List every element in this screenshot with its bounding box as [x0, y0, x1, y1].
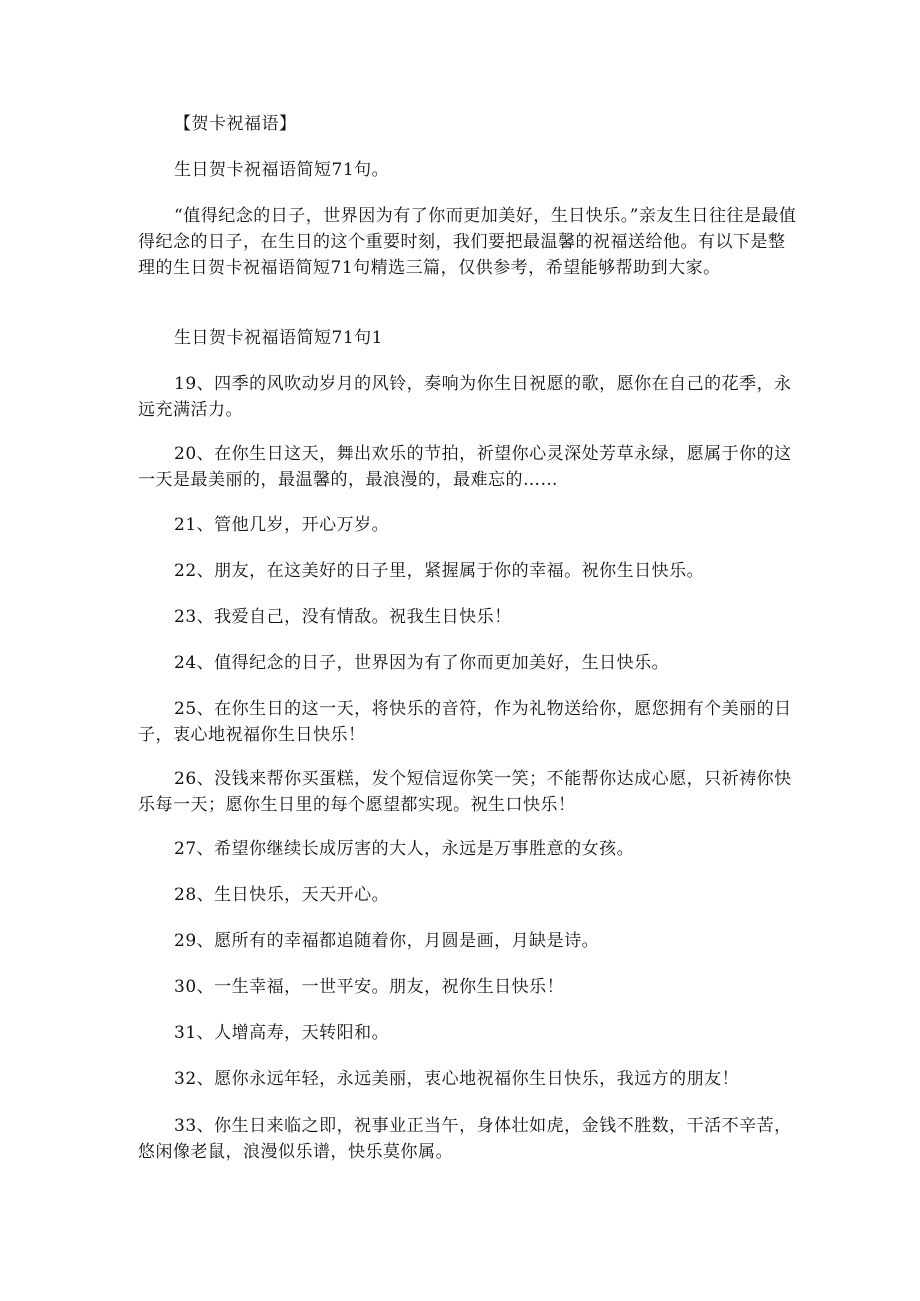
- section-title: 生日贺卡祝福语简短71句1: [174, 328, 383, 348]
- doc-title: 生日贺卡祝福语简短71句。: [174, 160, 390, 180]
- list-item: 22、朋友，在这美好的日子里，紧握属于你的幸福。祝你生日快乐。: [174, 561, 705, 581]
- list-item: 27、希望你继续长成厉害的大人，永远是万事胜意的女孩。: [174, 839, 635, 859]
- list-item: 29、愿所有的幸福都追随着你，月圆是画，月缺是诗。: [174, 931, 600, 951]
- doc-heading: 【贺卡祝福语】: [174, 114, 297, 134]
- list-item: 32、愿你永远年轻，永远美丽，衷心地祝福你生日快乐，我远方的朋友！: [174, 1069, 740, 1089]
- intro-paragraph: “值得纪念的日子，世界因为有了你而更加美好，生日快乐。”亲友生日往往是最值得纪念的日子，在生日的这个重要时刻，我们要把最温馨的祝福送给他。有以下是整理的生日贺卡祝福语简短71句精选三篇，仅供参考，希望能够帮助到大家。: [138, 206, 797, 278]
- list-item: 31、人增高寿，天转阳和。: [174, 1023, 390, 1043]
- list-item: 21、管他几岁，开心万岁。: [174, 515, 390, 535]
- list-item: 28、生日快乐，天天开心。: [174, 885, 390, 905]
- list-item: 19、四季的风吹动岁月的风铃，奏响为你生日祝愿的歌，愿你在自己的花季，永远充满活力。: [138, 374, 792, 420]
- list-item: 20、在你生日这天，舞出欢乐的节拍，祈望你心灵深处芳草永绿，愿属于你的这一天是最美丽的，最温馨的，最浪漫的，最难忘的……: [138, 444, 792, 490]
- list-item: 26、没钱来帮你买蛋糕，发个短信逗你笑一笑；不能帮你达成心愿，只祈祷你快乐每一天；愿你生日里的每个愿望都实现。祝生口快乐！: [138, 769, 792, 815]
- list-item: 30、一生幸福，一世平安。朋友，祝你生日快乐！: [174, 977, 565, 997]
- list-item: 23、我爱自己，没有情敌。祝我生日快乐！: [174, 607, 512, 627]
- list-item: 33、你生日来临之即，祝事业正当午，身体壮如虎，金钱不胜数，干活不辛苦，悠闲像老鼠，浪漫似乐谱，快乐莫你属。: [138, 1116, 792, 1162]
- list-item: 24、值得纪念的日子，世界因为有了你而更加美好，生日快乐。: [174, 653, 670, 673]
- list-item: 25、在你生日的这一天，将快乐的音符，作为礼物送给你，愿您拥有个美丽的日子，衷心地祝福你生日快乐！: [138, 699, 792, 745]
